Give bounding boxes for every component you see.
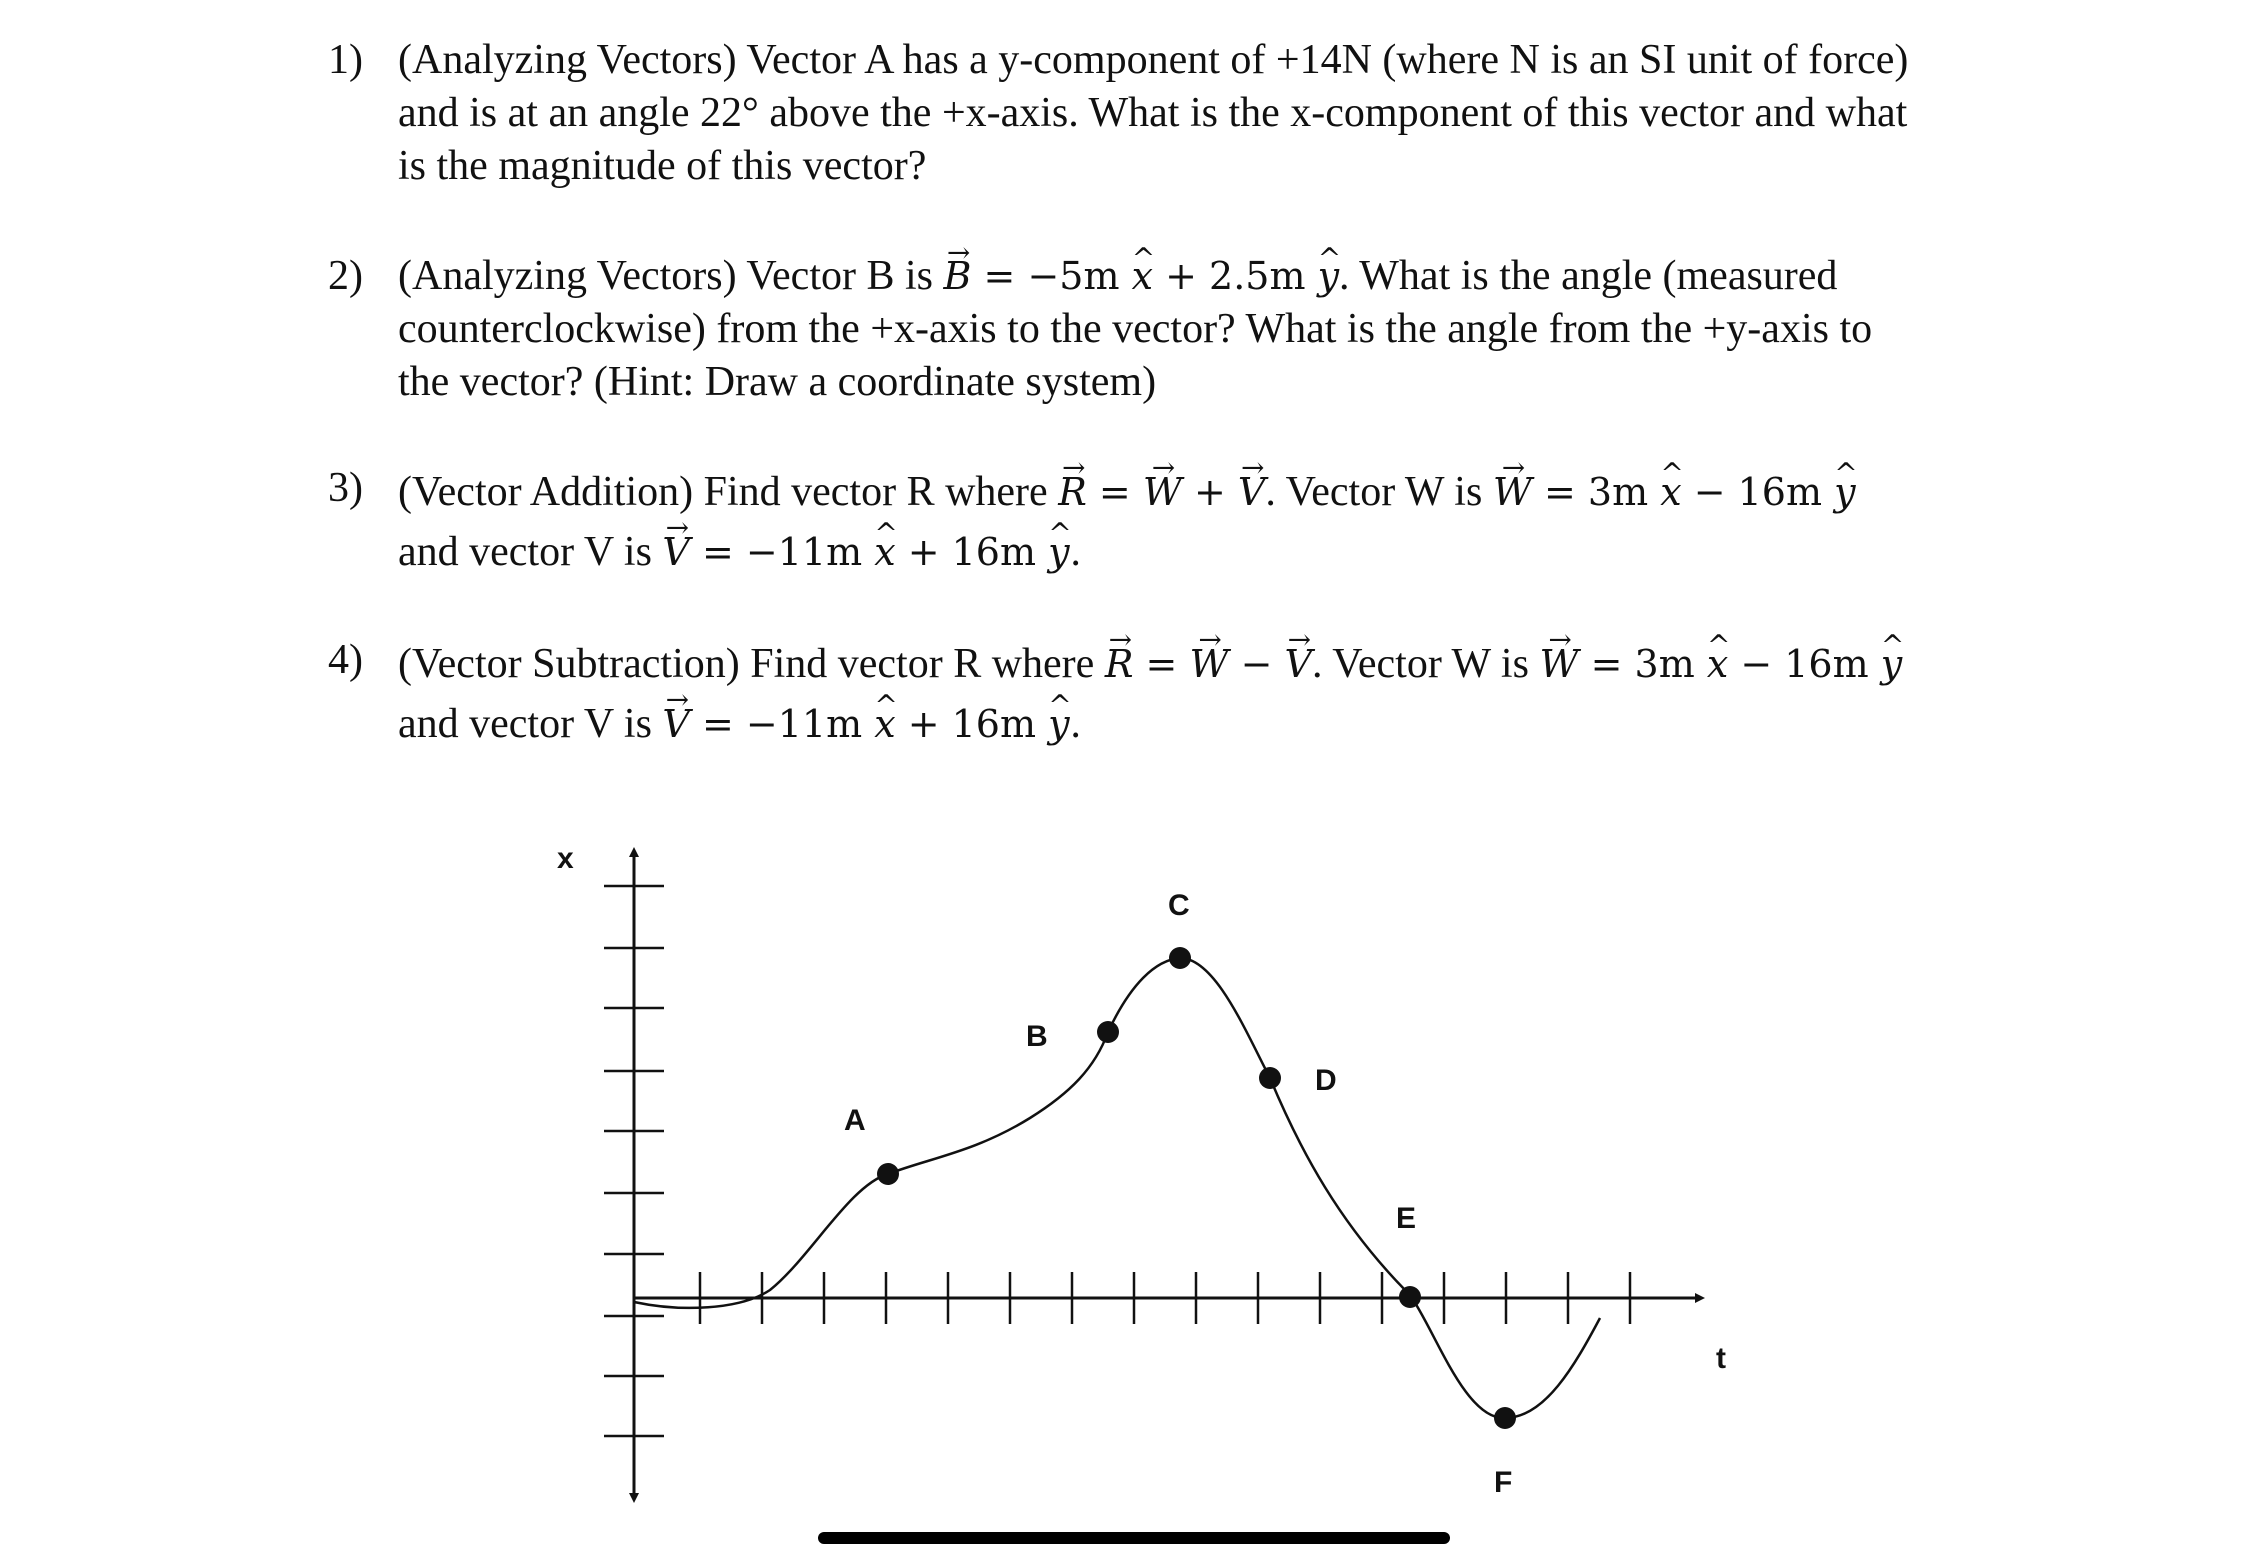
- point-c-dot: [1169, 947, 1191, 969]
- problem-line: counterclockwise) from the +x-axis to the vector? What is the angle from the +y-axis to: [398, 306, 1873, 352]
- point-d-label: D: [1315, 1064, 1337, 1097]
- y-hat-symbol: y ^: [1048, 522, 1069, 582]
- y-hat-symbol: y ^: [1834, 462, 1855, 522]
- x-hat-symbol: x ^: [1132, 250, 1153, 303]
- problem-line: (Analyzing Vectors) Vector A has a y-component of +14N (where N is an SI unit of force): [398, 37, 1909, 83]
- point-d-dot: [1259, 1067, 1281, 1089]
- point-f-dot: [1494, 1407, 1516, 1429]
- point-e-dot: [1399, 1286, 1421, 1308]
- vector-b-symbol: B →: [944, 250, 972, 303]
- x-hat-symbol: x ^: [1660, 462, 1681, 522]
- vector-w-symbol: W →: [1143, 462, 1182, 522]
- problem-number: 1): [328, 37, 363, 83]
- vector-r-symbol: R →: [1105, 634, 1134, 694]
- y-hat-symbol: y ^: [1048, 694, 1069, 754]
- point-a-dot: [877, 1163, 899, 1185]
- point-c-label: C: [1168, 889, 1190, 922]
- point-b-label: B: [1026, 1020, 1048, 1053]
- point-a-label: A: [844, 1104, 866, 1137]
- problem-line: (Vector Addition) Find vector R where R → = W → + V →. Vector W is W → = 3m x ^ − 16m y ^: [398, 462, 2088, 522]
- x-hat-symbol: x ^: [874, 522, 895, 582]
- vector-v-symbol: V →: [662, 522, 689, 582]
- problem-number: 2): [328, 253, 363, 299]
- y-hat-symbol: y ^: [1318, 250, 1339, 303]
- problem-line: is the magnitude of this vector?: [398, 143, 927, 189]
- problem-number: 4): [328, 637, 363, 683]
- x-axis-label: t: [1716, 1342, 1726, 1375]
- point-f-label: F: [1494, 1466, 1513, 1499]
- point-e-label: E: [1396, 1202, 1417, 1235]
- point-b-dot: [1097, 1021, 1119, 1043]
- vector-r-symbol: R →: [1058, 462, 1087, 522]
- vector-v-symbol: V →: [1285, 634, 1312, 694]
- vector-v-symbol: V →: [662, 694, 689, 754]
- problem-line: the vector? (Hint: Draw a coordinate system): [398, 359, 1157, 405]
- home-indicator[interactable]: [818, 1532, 1450, 1544]
- problem-line: and vector V is V → = −11m x ^ + 16m y ^.: [398, 522, 2088, 582]
- vector-w-symbol: W →: [1493, 462, 1532, 522]
- problem-line: and is at an angle 22° above the +x-axis. What is the x-component of this vector and what: [398, 90, 1908, 136]
- vector-w-symbol: W →: [1189, 634, 1228, 694]
- x-hat-symbol: x ^: [874, 694, 895, 754]
- x-hat-symbol: x ^: [1707, 634, 1728, 694]
- problem-line: (Analyzing Vectors) Vector B is B → = −5m x ^ + 2.5m y ^. What is the angle (measured: [398, 250, 2088, 303]
- vector-w-symbol: W →: [1539, 634, 1578, 694]
- problem-line: (Vector Subtraction) Find vector R where R → = W → − V →. Vector W is W → = 3m x ^ − 16m y ^: [398, 634, 2088, 694]
- y-hat-symbol: y ^: [1881, 634, 1902, 694]
- problem-line: and vector V is V → = −11m x ^ + 16m y ^.: [398, 694, 2088, 754]
- vector-v-symbol: V →: [1238, 462, 1265, 522]
- problem-number: 3): [328, 465, 363, 511]
- y-axis-label: x: [557, 842, 574, 875]
